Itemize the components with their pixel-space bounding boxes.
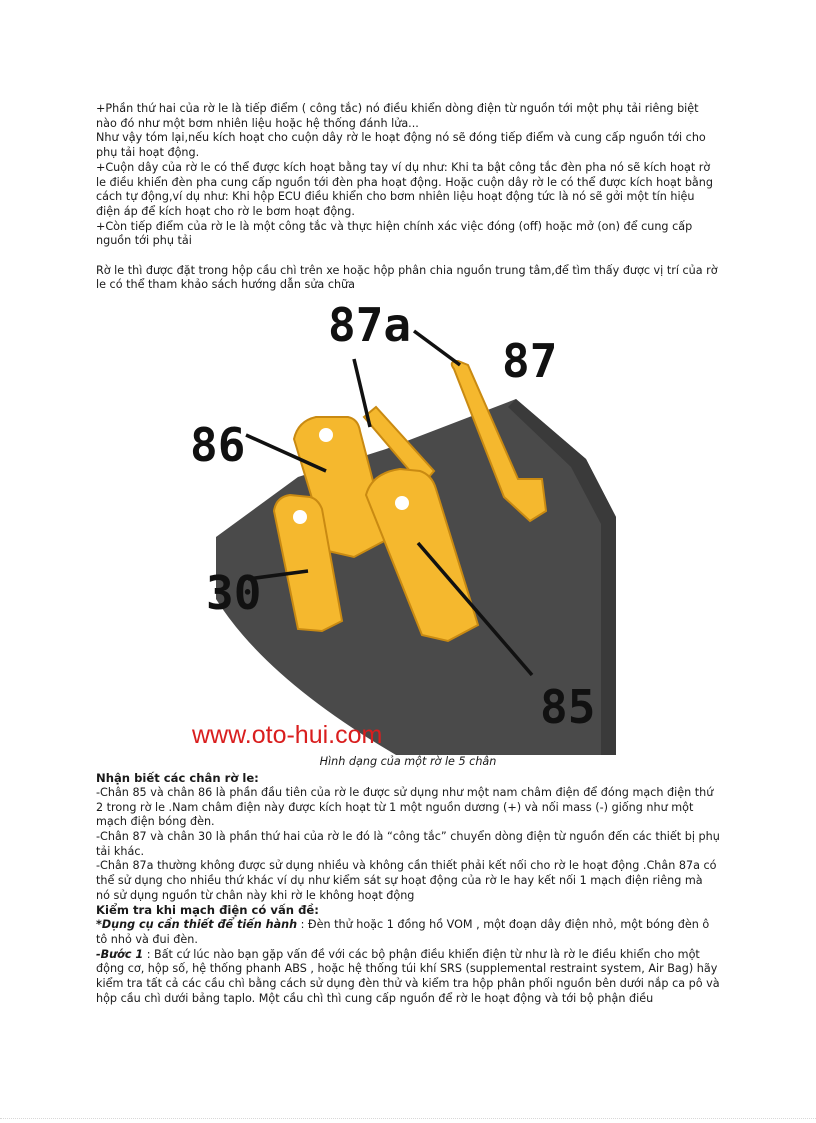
pins-item-3: -Chân 87a thường không được sử dụng nhiều và không cần thiết phải kết nối cho rờ le hoạt động .Chân 87a có thể sử dụng cho nhiều thứ khác ví dụ như kiểm sát sự hoạt động của rờ le hay kết nối 1 mạch điện riêng mà nó sử dụng nguồn từ chân này khi rờ le không hoạt động — [96, 859, 717, 902]
page-bottom-divider — [0, 1118, 816, 1119]
pins-item-2: -Chân 87 và chân 30 là phần thứ hai của rờ le đó là “công tắc” chuyển dòng điện từ nguồn đến các thiết bị phụ tải khác. — [96, 829, 720, 858]
relay-illustration — [186, 299, 626, 755]
leader-87a — [354, 359, 370, 427]
pin-85-hole — [395, 496, 409, 510]
relay-figure — [186, 299, 626, 755]
blank-line — [96, 249, 720, 264]
document-page — [96, 102, 720, 1006]
pin-label-86: 86 — [190, 418, 246, 473]
intro-paragraph-2: Như vậy tóm lại,nếu kích hoạt cho cuộn dây rờ le hoạt động nó sẽ đóng tiếp điểm và cung cấp nguồn tới cho phụ tải hoạt động. — [96, 131, 706, 160]
tools-text: : Đèn thử hoặc 1 đồng hồ VOM , một đoạn dây điện nhỏ, một bóng đèn ô tô nhỏ và đui đèn. — [96, 918, 710, 946]
pin-30-hole — [293, 510, 307, 524]
intro-paragraph-4: +Còn tiếp điểm của rờ le là một công tắc và thực hiện chính xác việc đóng (off) hoặc mở (on) để cung cấp nguồn tới phụ tải — [96, 219, 693, 248]
tools-label: *Dụng cụ cần thiết để tiến hành — [96, 918, 298, 932]
pins-heading: Nhận biết các chân rờ le: — [96, 771, 259, 786]
check-heading: Kiểm tra khi mạch điện có vấn đề: — [96, 903, 319, 918]
location-paragraph: Rờ le thì được đặt trong hộp cầu chì trên xe hoặc hộp phân chia nguồn trung tâm,để tìm thấy được vị trí của rờ le có thể tham khảo sách hướng dẫn sửa chữa — [96, 263, 718, 292]
pins-item-1: -Chân 85 và chân 86 là phần đầu tiên của rờ le được sử dụng như một nam châm điện để đóng mạch điện thứ 2 trong rờ le .Nam châm điện này được kích hoạt từ 1 một nguồn dương (+) và nối mass (-) giống như một mạch điện bóng đèn. — [96, 785, 714, 829]
pin-label-85: 85 — [540, 680, 596, 735]
step1-text: : Bất cứ lúc nào bạn gặp vấn đề với các bộ phận điều khiển điện từ như là rờ le điều khiển cho một động cơ, hộp số, hệ thống phanh ABS , hoặc hệ thống túi khí SRS (supplemental restraint system, Air Bag) hãy kiểm tra tất cả các cầu chì bằng cách sử dụng đèn thử và kiểm tra hộp phân phối nguồn bên dưới nắp ca pô và hộp cầu chì dưới bảng taplo. Một cầu chì thì cung cấp nguồn để rờ le hoạt động và tới bộ phận điều — [96, 947, 720, 1005]
figure-caption: Hình dạng của một rờ le 5 chân — [319, 755, 497, 769]
tools-paragraph — [96, 918, 720, 947]
intro-paragraph-1: +Phần thứ hai của rờ le là tiếp điểm ( công tắc) nó điều khiển dòng điện từ nguồn tới một phụ tải riêng biệt nào đó như một bơm nhiên liệu hoặc hệ thống đánh lửa... — [96, 102, 699, 130]
pin-label-30: 30 — [206, 566, 262, 621]
pin-label-87a: 87a — [328, 299, 412, 353]
watermark-text: www.oto-hui.com — [192, 721, 383, 750]
pin-label-87: 87 — [502, 334, 558, 389]
intro-paragraph-3: +Cuộn dây của rờ le có thể được kích hoạt bằng tay ví dụ như: Khi ta bật công tắc đèn pha nó sẽ kích hoạt rờ le điều khiển đèn pha cung cấp nguồn tới đèn pha hoạt động. Hoặc cuộn dây rờ le có thể được kích hoạt bằng cách tự động,ví dụ như: Khi hộp ECU điều khiển cho bơm nhiên liệu hoạt động tức là nó sẽ gởi một tín hiệu điện áp để kích hoạt cho rờ le bơm hoạt động. — [96, 160, 713, 218]
step1-label: -Bước 1 — [96, 947, 144, 961]
leader-87 — [414, 331, 460, 365]
pin-86-hole — [319, 428, 333, 442]
step1-paragraph — [96, 948, 720, 1007]
